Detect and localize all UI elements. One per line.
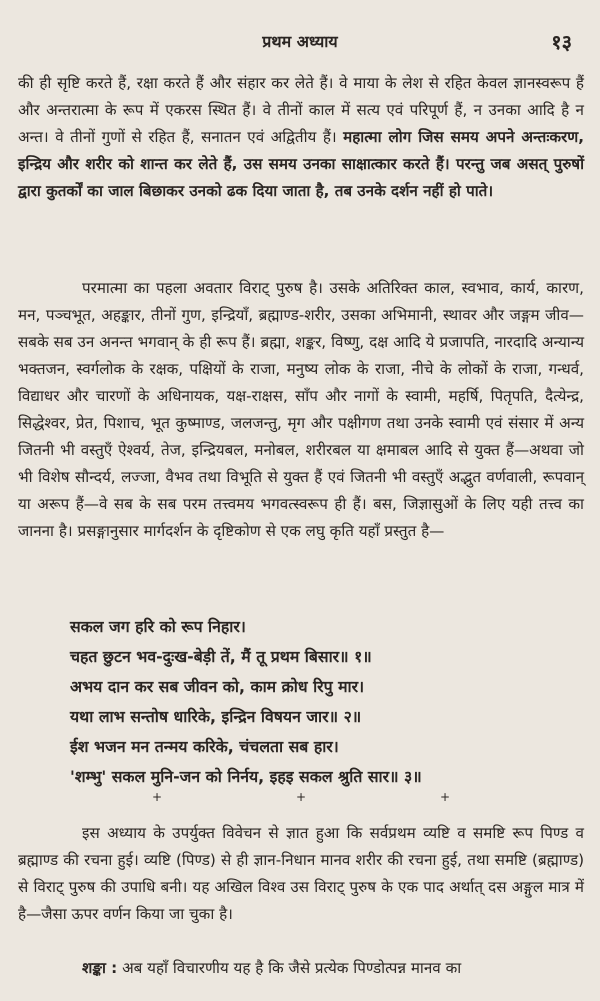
verse-line-3: अभय दान कर सब जीवन को, काम क्रोध रिपु मार। [70,677,365,696]
verse-line-4: यथा लाभ सन्तोष धारिके, इन्द्रिन विषयन जार॥ २॥ [70,707,362,726]
doubt-label: शङ्का : [82,959,118,977]
verse-line-5: ईश भजन मन तन्मय करिके, चंचलता सब हार। [70,737,339,756]
paragraph-1 [18,70,584,205]
verse-block [70,612,590,792]
verse-line-1: सकल जग हरि को रूप निहार। [70,617,246,636]
separator-mark: + [296,790,307,804]
verse-line-2: चहत छुटन भव-दुःख-बेड़ी तें, मैं तू प्रथम बिसार॥ १॥ [70,647,372,666]
paragraph-4 [18,955,584,982]
paragraph-1-text: की ही सृष्टि करते हैं, रक्षा करते हैं और संहार कर लेते हैं। वे माया के लेश से रहित केवल ज्ञानस्वरूप हैं और अन्तरात्मा के रूप में एकरस स्थित हैं। वे तीनों काल में सत्य एवं परिपूर्ण हैं, न उनका आदि है न अन्त। वे तीनों गुणों से रहित हैं, सनातन एवं अद्वितीय हैं। [18,74,584,146]
paragraph-4-text: अब यहाँ विचारणीय यह है कि जैसे प्रत्येक पिण्डोत्पन्न मानव का [122,959,462,977]
paragraph-3: इस अध्याय के उपर्युक्त विवेचन से ज्ञात हुआ कि सर्वप्रथम व्यष्टि व समष्टि रूप पिण्ड व ब्रह्माण्ड की रचना हुई। व्यष्टि (पिण्ड) से ही ज्ञान-निधान मानव शरीर की रचना हुई, तथा समष्टि (ब्रह्माण्ड) से विराट् पुरुष की उपाधि बनी। यह अखिल विश्व उस विराट् पुरुष के एक पाद अर्थात् दस अङ्गुल मात्र में है—जैसा ऊपर वर्णन किया जा चुका है। [18,824,584,923]
page-number: १३ [551,30,572,54]
section-separator [0,790,600,806]
verse-line-6: 'शम्भु' सकल मुनि-जन को निर्नय, इहइ सकल श्रुति सार॥ ३॥ [70,767,422,786]
separator-mark: + [440,790,451,804]
separator-mark: + [152,790,163,804]
page-header [0,30,600,52]
paragraph-1-bold-text: महात्मा लोग जिस समय अपने अन्तःकरण, इन्द्रिय और शरीर को शान्त कर लेते हैं, उस समय उनका साक्षात्कार करते हैं। परन्तु जब असत् पुरुषों द्वारा कुतर्कों का जाल बिछाकर उनको ढक दिया जाता है, तब उनके दर्शन नहीं हो पाते। [18,128,585,200]
paragraph-2: परमात्मा का पहला अवतार विराट् पुरुष है। उसके अतिरिक्त काल, स्वभाव, कार्य, कारण, मन, पञ्चभूत, अहङ्कार, तीनों गुण, इन्द्रियाँ, ब्रह्माण्ड-शरीर, उसका अभिमानी, स्थावर और जङ्गम जीव—सबके सब उन अनन्त भगवान् के ही रूप हैं। ब्रह्मा, शङ्कर, विष्णु, दक्ष आदि ये प्रजापति, नारदादि अन्यान्य भक्तजन, स्वर्गलोक के रक्षक, पक्षियों के राजा, मनुष्य लोक के राजा, नीचे के लोकों के राजा, गन्धर्व, विद्याधर और चारणों के अधिनायक, यक्ष-राक्षस, साँप और नागों के स्वामी, महर्षि, पितृपति, दैत्येन्द्र, सिद्धेश्वर, प्रेत, पिशाच, भूत कुष्माण्ड, जलजन्तु, मृग और पक्षीगण तथा उनके स्वामी एवं संसार में अन्य जितनी भी वस्तुएँ ऐश्वर्य, तेज, इन्द्रियबल, मनोबल, शरीरबल या क्षमाबल आदि से युक्त हैं—अथवा जो भी विशेष सौन्दर्य, लज्जा, वैभव तथा विभूति से युक्त हैं एवं जितनी भी वस्तुएँ अद्भुत वर्णवाली, रूपवान् या अरूप हैं—वे सब के सब परम तत्त्वमय भगवत्स्वरूप ही हैं। बस, जिज्ञासुओं के लिए यही तत्त्व का जानना है। प्रसङ्गानुसार मार्गदर्शन के दृष्टिकोण से एक लघु कृति यहाँ प्रस्तुत है— [18,279,584,540]
chapter-title: प्रथम अध्याय [262,32,338,51]
